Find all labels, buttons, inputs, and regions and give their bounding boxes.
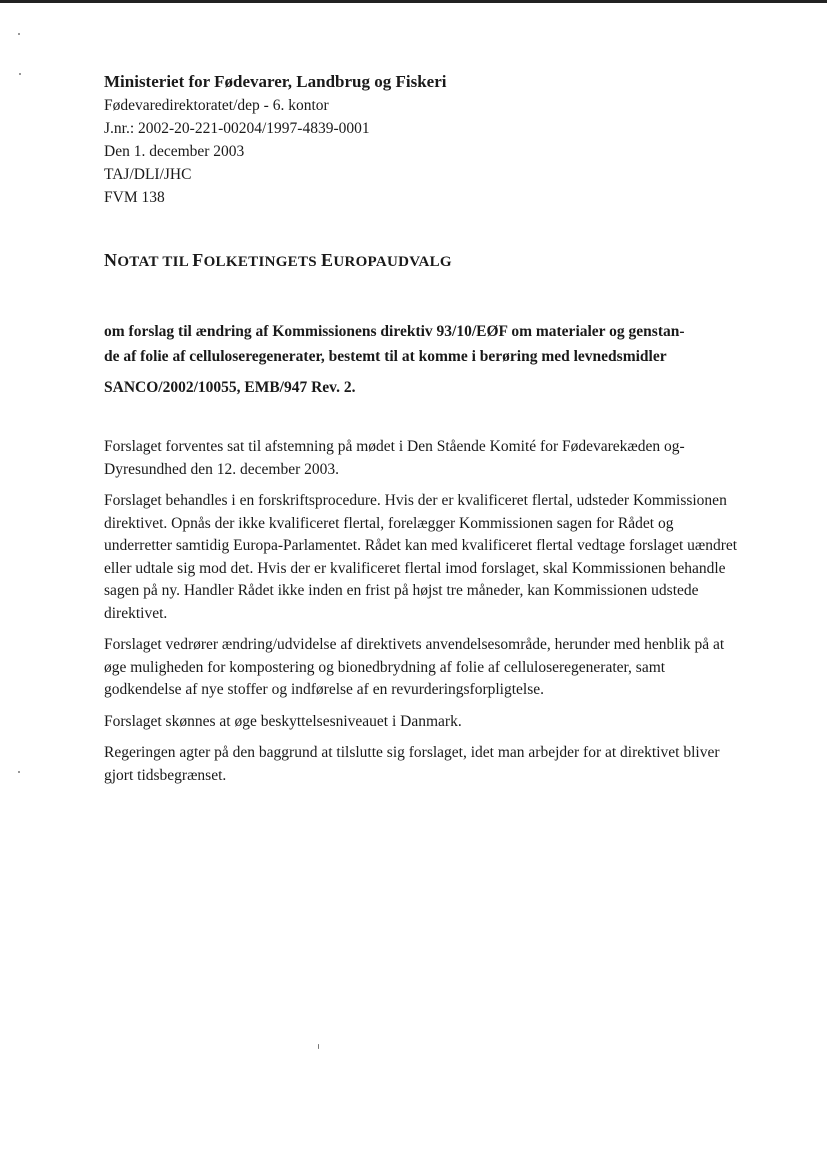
scan-speck [18,33,20,35]
scan-speck [318,1044,319,1049]
department: Fødevaredirektoratet/dep - 6. kontor [104,97,329,114]
paragraph-scope: Forslaget vedrører ændring/udvidelse af direktivets anvendelsesområde, herunder med henblik på at øge muligheden for kompostering og bionedbrydning af folie af celluloseregenerater, samt godkendelse af nye stoffer og indførelse af en revurderingsforpligtelse. [104,636,725,698]
document-title: NOTAT TIL FOLKETINGETS EUROPAUDVALG [104,250,452,270]
paragraph-vote: Forslaget forventes sat til afstemning på mødet i Den Stående Komité for Fødevarekæden og-Dyresundhed den 12. december 2003. [104,438,685,478]
letterhead [104,70,744,209]
subject-reference: SANCO/2002/10055, EMB/947 Rev. 2. [104,379,356,396]
subject-heading: om forslag til ændring af Kommissionens direktiv 93/10/EØF om materialer og genstan- de af folie af celluloseregenerater, bestemt til at komme i berøring med levnedsmidler [104,323,685,365]
initials: TAJ/DLI/JHC [104,166,192,183]
scan-speck [19,73,21,75]
paragraph-protection: Forslaget skønnes at øge beskyttelsesniveauet i Danmark. [104,712,462,730]
journal-number: J.nr.: 2002-20-221-00204/1997-4839-0001 [104,120,370,137]
scan-top-edge [0,0,827,3]
document-date: Den 1. december 2003 [104,143,245,160]
document-page [104,70,744,796]
ministry-name: Ministeriet for Fødevarer, Landbrug og Fiskeri [104,72,447,91]
paragraph-government-position: Regeringen agter på den baggrund at tilslutte sig forslaget, idet man arbejder for at direktivet bliver gjort tidsbegrænset. [104,744,720,784]
reference-code: FVM 138 [104,189,165,206]
scan-speck [18,771,20,773]
paragraph-procedure: Forslaget behandles i en forskriftsprocedure. Hvis der er kvalificeret flertal, udsteder Kommissionen direktivet. Opnås der ikke kvalificeret flertal, forelægger Kommissionen sagen for Rådet og underretter samtidig Europa-Parlamentet. Rådet kan med kvalificeret flertal vedtage forslaget uændret eller udtale sig mod det. Hvis der er kvalificeret flertal imod forslaget, skal Kommissionen behandle sagen på ny. Handler Rådet ikke inden en frist på højst tre måneder, kan Kommissionen udstede direktivet. [104,492,738,622]
document-body [104,436,744,787]
subject-block [104,319,744,400]
